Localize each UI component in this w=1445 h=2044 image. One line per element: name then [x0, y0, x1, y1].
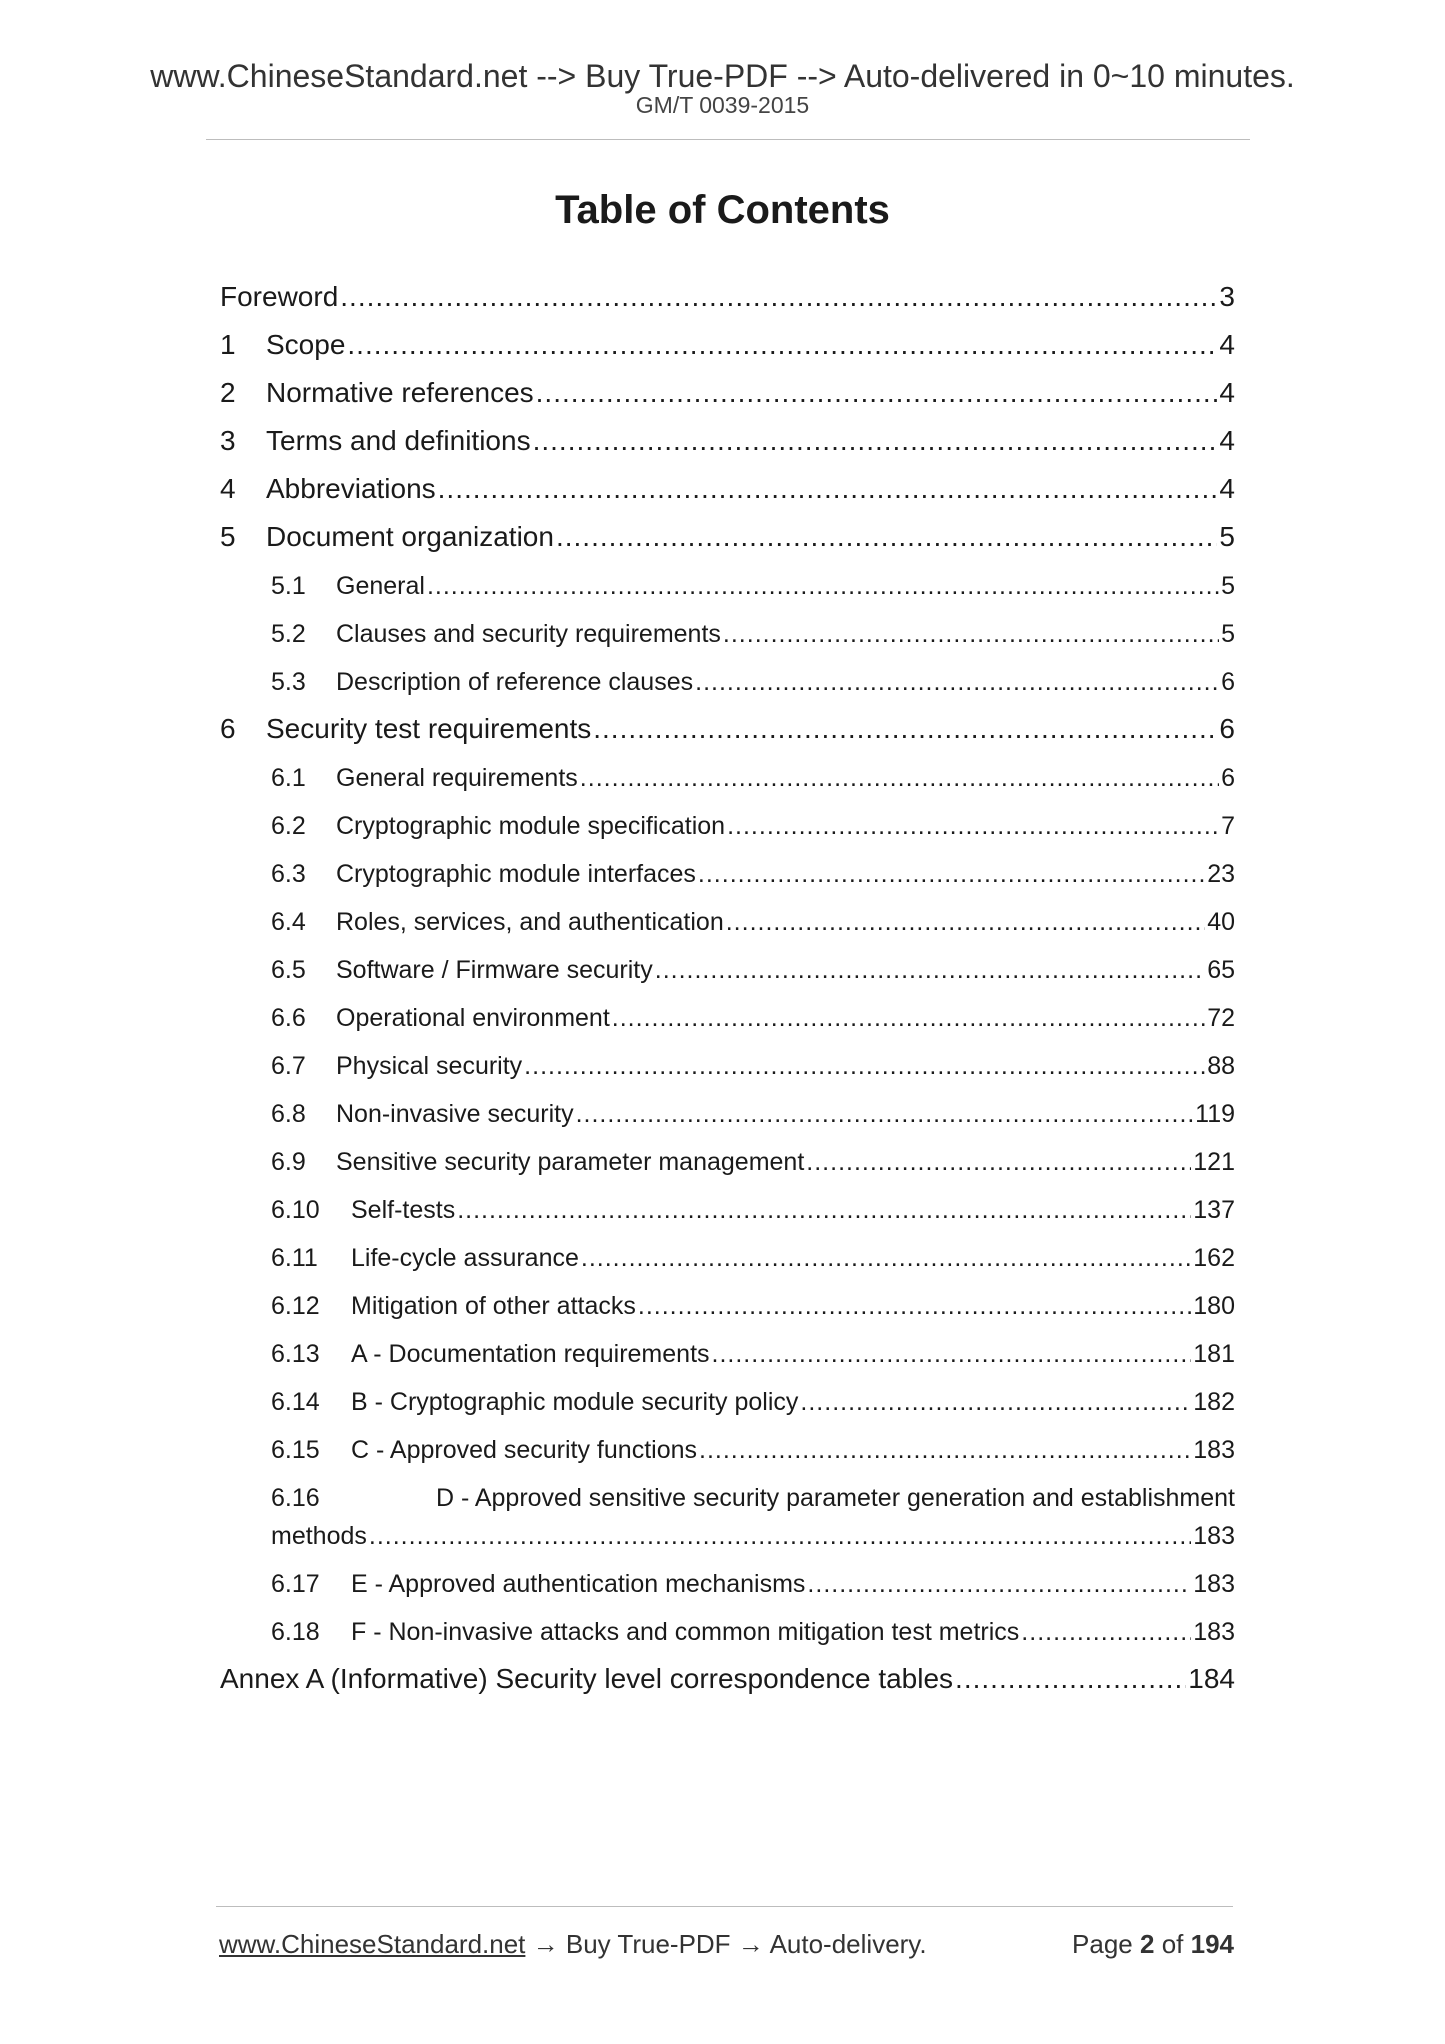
toc-entry-6-16[interactable] — [271, 1484, 1235, 1551]
toc-dot-leader — [698, 860, 1205, 889]
toc-entry-6-13[interactable] — [271, 1340, 1235, 1370]
toc-entry-title: Software / Firmware security — [336, 956, 653, 984]
toc-entry-title: C - Approved security functions — [351, 1436, 697, 1464]
footer-tagline: → Buy True-PDF → Auto-delivery. — [525, 1929, 927, 1959]
toc-dot-leader — [806, 1148, 1191, 1177]
toc-entry-page: 4 — [1219, 425, 1235, 456]
toc-dot-leader — [638, 1292, 1191, 1321]
toc-entry-page: 181 — [1193, 1340, 1235, 1368]
toc-entry-number: 6.10 — [271, 1196, 320, 1224]
toc-entry-number: 5 — [220, 521, 236, 552]
toc-entry-number: 6.4 — [271, 908, 306, 936]
toc-dot-leader — [655, 956, 1205, 985]
footer-divider — [216, 1906, 1233, 1907]
toc-entry-6-15[interactable] — [271, 1436, 1235, 1466]
toc-dot-leader — [800, 1388, 1191, 1417]
toc-dot-leader — [438, 473, 1218, 505]
toc-entry-number: 6.18 — [271, 1618, 320, 1646]
toc-entry-title: Description of reference clauses — [336, 668, 694, 696]
total-pages: 194 — [1190, 1929, 1234, 1959]
toc-dot-leader — [712, 1340, 1192, 1369]
toc-entry-6-8[interactable] — [271, 1100, 1235, 1130]
toc-entry-5-2[interactable] — [271, 620, 1235, 650]
toc-entry-6-9[interactable] — [271, 1148, 1235, 1178]
toc-dot-leader — [1021, 1618, 1191, 1647]
toc-entry-number: 6.16 — [271, 1484, 320, 1512]
toc-entry-number: 6.2 — [271, 812, 306, 840]
toc-entry-number: 5.3 — [271, 668, 306, 696]
toc-entry-title: Document organization — [266, 521, 554, 552]
toc-entry-6-6[interactable] — [271, 1004, 1235, 1034]
toc-entry-page: 3 — [1219, 281, 1235, 312]
toc-entry-page: 119 — [1195, 1100, 1235, 1128]
toc-entry-page: 40 — [1207, 908, 1235, 936]
toc-entry-title-line2: methods — [271, 1522, 367, 1550]
toc-entry-6-1[interactable] — [271, 764, 1235, 794]
toc-entry-terms-and-definitions[interactable] — [220, 425, 1235, 459]
toc-entry-title: Abbreviations — [266, 473, 436, 504]
toc-entry-security-test-requirements[interactable] — [220, 713, 1235, 747]
of-label: of — [1161, 1929, 1184, 1959]
toc-dot-leader — [576, 1100, 1194, 1129]
toc-dot-leader — [695, 668, 1219, 697]
toc-entry-6-4[interactable] — [271, 908, 1235, 938]
toc-dot-leader — [427, 572, 1219, 601]
toc-entry-page: 65 — [1207, 956, 1235, 984]
toc-entry-number: 6.8 — [271, 1100, 306, 1128]
toc-entry-page: 5 — [1219, 521, 1235, 552]
toc-entry-page: 183 — [1193, 1436, 1235, 1464]
toc-entry-page: 23 — [1207, 860, 1235, 888]
toc-entry-6-5[interactable] — [271, 956, 1235, 986]
toc-entry-number: 6.13 — [271, 1340, 320, 1368]
page-indicator — [1072, 1928, 1234, 1960]
toc-entry-title: Annex A (Informative) Security level correspondence tables — [220, 1663, 954, 1694]
toc-entry-page: 184 — [1188, 1663, 1235, 1694]
standard-code: GM/T 0039-2015 — [635, 92, 810, 118]
toc-entry-title: Normative references — [266, 377, 534, 408]
toc-entry-page: 6 — [1219, 713, 1235, 744]
toc-entry-6-10[interactable] — [271, 1196, 1235, 1226]
toc-entry-5-1[interactable] — [271, 572, 1235, 602]
toc-entry-title: General — [336, 572, 425, 600]
toc-entry-page: 183 — [1193, 1570, 1235, 1598]
toc-entry-number: 6.3 — [271, 860, 306, 888]
toc-entry-number: 6.12 — [271, 1292, 320, 1320]
toc-entry-page: 4 — [1219, 473, 1235, 504]
toc-entry-page: 137 — [1193, 1196, 1235, 1224]
toc-entry-number: 6 — [220, 713, 236, 744]
toc-entry-title: E - Approved authentication mechanisms — [351, 1570, 806, 1598]
page-number: 2 — [1139, 1929, 1155, 1959]
toc-entry-number: 6.1 — [271, 764, 306, 792]
toc-entry-page: 180 — [1193, 1292, 1235, 1320]
toc-entry-title: Sensitive security parameter management — [336, 1148, 805, 1176]
toc-entry-number: 6.5 — [271, 956, 306, 984]
toc-entry-title: Foreword — [220, 281, 339, 312]
toc-dot-leader — [340, 281, 1217, 313]
toc-entry-title: Terms and definitions — [266, 425, 531, 456]
toc-entry-5-3[interactable] — [271, 668, 1235, 698]
toc-entry-6-2[interactable] — [271, 812, 1235, 842]
toc-entry-number: 6.6 — [271, 1004, 306, 1032]
toc-entry-page: 121 — [1193, 1148, 1235, 1176]
toc-entry-page: 72 — [1207, 1004, 1235, 1032]
toc-entry-number: 6.15 — [271, 1436, 320, 1464]
toc-entry-number: 5.2 — [271, 620, 306, 648]
toc-dot-leader — [536, 377, 1218, 409]
toc-entry-6-18[interactable] — [271, 1618, 1235, 1648]
toc-entry-page: 7 — [1221, 812, 1235, 840]
toc-entry-6-17[interactable] — [271, 1570, 1235, 1600]
top-banner: www.ChineseStandard.net --> Buy True-PDF --> Auto-delivered in 0~10 minutes. — [150, 58, 1295, 94]
toc-entry-title: F - Non-invasive attacks and common mitigation test metrics — [351, 1618, 1020, 1646]
toc-entry-title: B - Cryptographic module security policy — [351, 1388, 799, 1416]
toc-entry-abbreviations[interactable] — [220, 473, 1235, 507]
toc-dot-leader — [556, 521, 1217, 553]
page-title: Table of Contents — [555, 188, 890, 232]
toc-entry-foreword[interactable] — [220, 281, 1235, 315]
toc-dot-leader — [580, 764, 1219, 793]
toc-entry-6-11[interactable] — [271, 1244, 1235, 1274]
toc-entry-title: Operational environment — [336, 1004, 610, 1032]
toc-dot-leader — [699, 1436, 1191, 1465]
toc-entry-number: 6.7 — [271, 1052, 306, 1080]
toc-dot-leader — [723, 620, 1219, 649]
toc-entry-number: 4 — [220, 473, 236, 504]
toc-entry-normative-references[interactable] — [220, 377, 1235, 411]
toc-entry-number: 6.9 — [271, 1148, 306, 1176]
toc-dot-leader — [457, 1196, 1191, 1225]
footer-left — [219, 1928, 927, 1960]
toc-entry-page: 183 — [1193, 1618, 1235, 1646]
toc-dot-leader — [369, 1522, 1191, 1551]
toc-entry-title: Clauses and security requirements — [336, 620, 721, 648]
toc-entry-title: Cryptographic module specification — [336, 812, 726, 840]
toc-entry-6-14[interactable] — [271, 1388, 1235, 1418]
toc-entry-document-organization[interactable] — [220, 521, 1235, 555]
toc-entry-page: 88 — [1207, 1052, 1235, 1080]
toc-entry-title: Self-tests — [351, 1196, 456, 1224]
toc-entry-title-line1: D - Approved sensitive security parameter generation and establishment — [435, 1484, 1235, 1512]
toc-entry-number: 6.17 — [271, 1570, 320, 1598]
toc-dot-leader — [726, 908, 1205, 937]
toc-entry-page: 6 — [1221, 764, 1235, 792]
toc-entry-page: 183 — [1193, 1522, 1235, 1550]
toc-entry-title: General requirements — [336, 764, 578, 792]
toc-entry-6-3[interactable] — [271, 860, 1235, 890]
toc-entry-page: 5 — [1221, 572, 1235, 600]
toc-dot-leader — [955, 1663, 1186, 1695]
page-label: Page — [1072, 1929, 1133, 1959]
toc-entry-title: Mitigation of other attacks — [351, 1292, 636, 1320]
toc-entry-number: 3 — [220, 425, 236, 456]
toc-entry-page: 182 — [1193, 1388, 1235, 1416]
toc-entry-number: 2 — [220, 377, 236, 408]
toc-dot-leader — [581, 1244, 1191, 1273]
toc-entry-title: Non-invasive security — [336, 1100, 574, 1128]
toc-entry-title: A - Documentation requirements — [351, 1340, 710, 1368]
toc-entry-page: 5 — [1221, 620, 1235, 648]
toc-entry-annex-a[interactable] — [220, 1663, 1235, 1697]
toc-dot-leader — [593, 713, 1217, 745]
toc-dot-leader — [347, 329, 1217, 361]
toc-entry-title: Security test requirements — [266, 713, 592, 744]
toc-dot-leader — [524, 1052, 1205, 1081]
toc-dot-leader — [612, 1004, 1205, 1033]
toc-entry-number: 6.11 — [271, 1244, 318, 1272]
toc-entry-page: 162 — [1193, 1244, 1235, 1272]
toc-entry-6-12[interactable] — [271, 1292, 1235, 1322]
toc-entry-page: 4 — [1219, 377, 1235, 408]
toc-entry-page: 4 — [1219, 329, 1235, 360]
toc-entry-page: 6 — [1221, 668, 1235, 696]
toc-dot-leader — [727, 812, 1219, 841]
footer-site-link[interactable]: www.ChineseStandard.net — [219, 1929, 526, 1959]
toc-entry-title: Life-cycle assurance — [351, 1244, 579, 1272]
toc-entry-scope[interactable] — [220, 329, 1235, 363]
toc-entry-number: 6.14 — [271, 1388, 320, 1416]
toc-dot-leader — [533, 425, 1218, 457]
toc-entry-title: Scope — [266, 329, 346, 360]
toc-dot-leader — [807, 1570, 1191, 1599]
toc-entry-number: 1 — [220, 329, 236, 360]
toc-entry-number: 5.1 — [271, 572, 306, 600]
toc-entry-title: Physical security — [336, 1052, 523, 1080]
page-footer — [219, 1928, 1234, 1960]
toc-entry-title: Cryptographic module interfaces — [336, 860, 696, 888]
toc-entry-title: Roles, services, and authentication — [336, 908, 724, 936]
toc-entry-6-7[interactable] — [271, 1052, 1235, 1082]
